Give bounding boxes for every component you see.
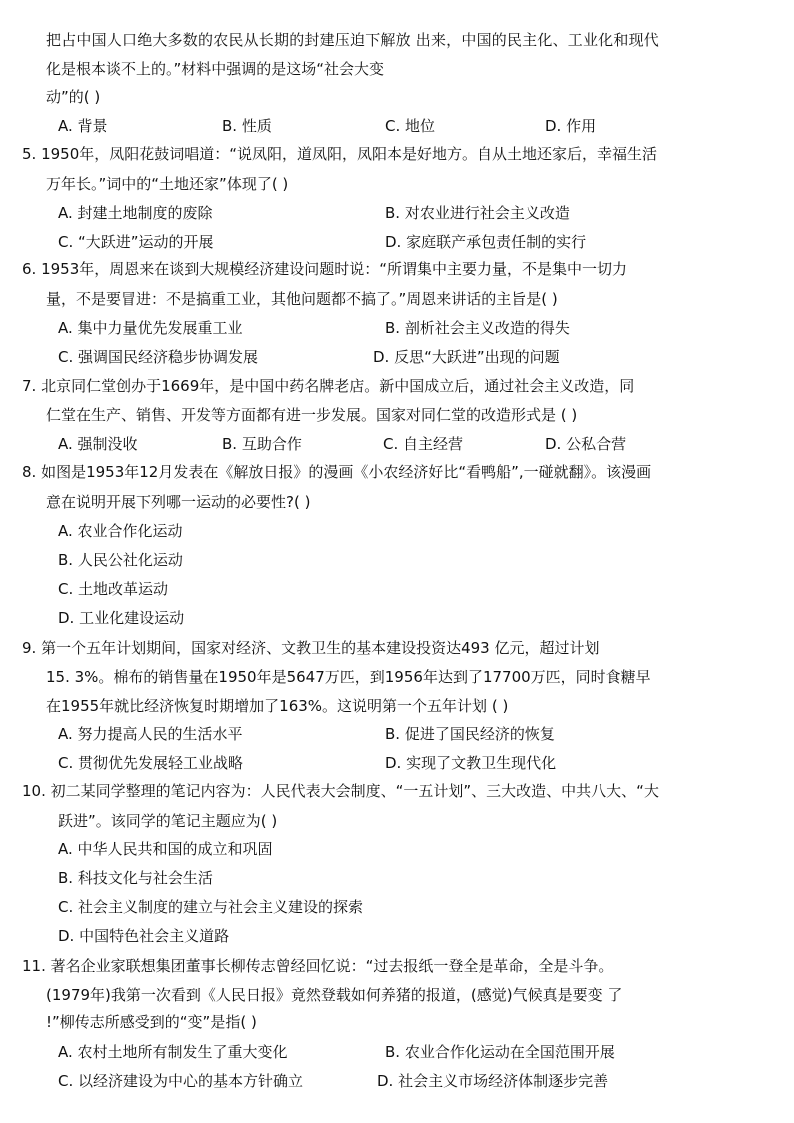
question-6-text-line-1: 6. 1953年，周恩来在谈到大规模经济建设问题时说：“所谓集中主要力量，不是集中一切力	[22, 260, 628, 278]
question-8-option-c[interactable]: C. 土地改革运动	[58, 580, 169, 598]
question-10-text-line-1: 10. 初二某同学整理的笔记内容为：人民代表大会制度、“一五计划”、三大改造、中共八大、“大	[22, 782, 659, 800]
question-9-text-line-1: 9. 第一个五年计划期间，国家对经济、文教卫生的基本建设投资达493 亿元，超过计划	[22, 639, 600, 657]
question-6-text-line-2: 量，不是要冒进：不是搞重工业，其他问题都不搞了。”周恩来讲话的主旨是( )	[46, 290, 558, 308]
question-8-text-line-1: 8. 如图是1953年12月发表在《解放日报》的漫画《小农经济好比“看鸭船”,一碰就翻》。该漫画	[22, 463, 652, 481]
question-5-option-c[interactable]: C. “大跃进”运动的开展	[58, 233, 214, 251]
question-4-option-c[interactable]: C. 地位	[385, 117, 436, 135]
question-11-option-c[interactable]: C. 以经济建设为中心的基本方针确立	[58, 1072, 304, 1090]
question-5-text-line-2: 万年长。”词中的“土地还家”体现了( )	[46, 175, 289, 193]
question-8-option-a[interactable]: A. 农业合作化运动	[58, 522, 183, 540]
question-5-option-b[interactable]: B. 对农业进行社会主义改造	[385, 204, 570, 222]
question-9-text-line-3: 在1955年就比经济恢复时期增加了163%。这说明第一个五年计划 ( )	[46, 697, 509, 715]
question-10-option-c[interactable]: C. 社会主义制度的建立与社会主义建设的探索	[58, 898, 364, 916]
question-4-option-a[interactable]: A. 背景	[58, 117, 108, 135]
question-7-option-c[interactable]: C. 自主经营	[383, 435, 464, 453]
question-4-option-d[interactable]: D. 作用	[545, 117, 597, 135]
question-6-option-a[interactable]: A. 集中力量优先发展重工业	[58, 319, 243, 337]
question-6-option-c[interactable]: C. 强调国民经济稳步协调发展	[58, 348, 259, 366]
question-9-option-d[interactable]: D. 实现了文教卫生现代化	[385, 754, 557, 772]
question-5-option-d[interactable]: D. 家庭联产承包责任制的实行	[385, 233, 587, 251]
question-10-option-a[interactable]: A. 中华人民共和国的成立和巩固	[58, 840, 273, 858]
question-9-text-line-2: 15. 3%。棉布的销售量在1950年是5647万匹，到1956年达到了17700万匹，同时食糖早	[46, 668, 651, 686]
question-7-text-line-2: 仁堂在生产、销售、开发等方面都有进一步发展。国家对同仁堂的改造形式是 ( )	[46, 406, 578, 424]
question-8-text-line-2: 意在说明开展下列哪一运动的必要性?( )	[46, 493, 311, 511]
question-11-text-line-2: (1979年)我第一次看到《人民日报》竟然登载如何养猪的报道，(感觉)气候真是要变 了	[46, 986, 623, 1004]
question-11-text-line-3: !”柳传志所感受到的“变”是指( )	[46, 1013, 257, 1031]
question-6-option-b[interactable]: B. 剖析社会主义改造的得失	[385, 319, 570, 337]
question-10-option-d[interactable]: D. 中国特色社会主义道路	[58, 927, 230, 945]
question-10-option-b[interactable]: B. 科技文化与社会生活	[58, 869, 213, 887]
question-9-option-c[interactable]: C. 贯彻优先发展轻工业战略	[58, 754, 244, 772]
question-6-option-d[interactable]: D. 反思“大跃进”出现的问题	[373, 348, 560, 366]
question-5-option-a[interactable]: A. 封建土地制度的废除	[58, 204, 213, 222]
question-7-option-d[interactable]: D. 公私合营	[545, 435, 627, 453]
question-4-option-b[interactable]: B. 性质	[222, 117, 272, 135]
question-8-option-d[interactable]: D. 工业化建设运动	[58, 609, 185, 627]
question-5-text-line-1: 5. 1950年，凤阳花鼓词唱道：“说凤阳，道凤阳，凤阳本是好地方。自从土地还家后，幸福生活	[22, 145, 658, 163]
question-4-text-line-1: 把占中国人口绝大多数的农民从长期的封建压迫下解放 出来，中国的民主化、工业化和现代	[46, 31, 659, 49]
question-11-option-a[interactable]: A. 农村土地所有制发生了重大变化	[58, 1043, 288, 1061]
question-11-option-b[interactable]: B. 农业合作化运动在全国范围开展	[385, 1043, 615, 1061]
question-11-option-d[interactable]: D. 社会主义市场经济体制逐步完善	[377, 1072, 609, 1090]
question-10-text-line-2: 跃进”。该同学的笔记主题应为( )	[58, 812, 278, 830]
question-9-option-a[interactable]: A. 努力提高人民的生活水平	[58, 725, 243, 743]
question-4-text-line-2: 化是根本谈不上的。”材料中强调的是这场“社会大变	[46, 60, 385, 78]
question-9-option-b[interactable]: B. 促进了国民经济的恢复	[385, 725, 555, 743]
question-8-option-b[interactable]: B. 人民公社化运动	[58, 551, 183, 569]
question-7-option-b[interactable]: B. 互助合作	[222, 435, 302, 453]
question-11-text-line-1: 11. 著名企业家联想集团董事长柳传志曾经回忆说：“过去报纸一登全是革命，全是斗争。	[22, 957, 614, 975]
question-7-text-line-1: 7. 北京同仁堂创办于1669年，是中国中药名牌老店。新中国成立后，通过社会主义改造，同	[22, 377, 635, 395]
question-7-option-a[interactable]: A. 强制没收	[58, 435, 138, 453]
question-4-text-line-3: 动”的( )	[46, 88, 101, 106]
